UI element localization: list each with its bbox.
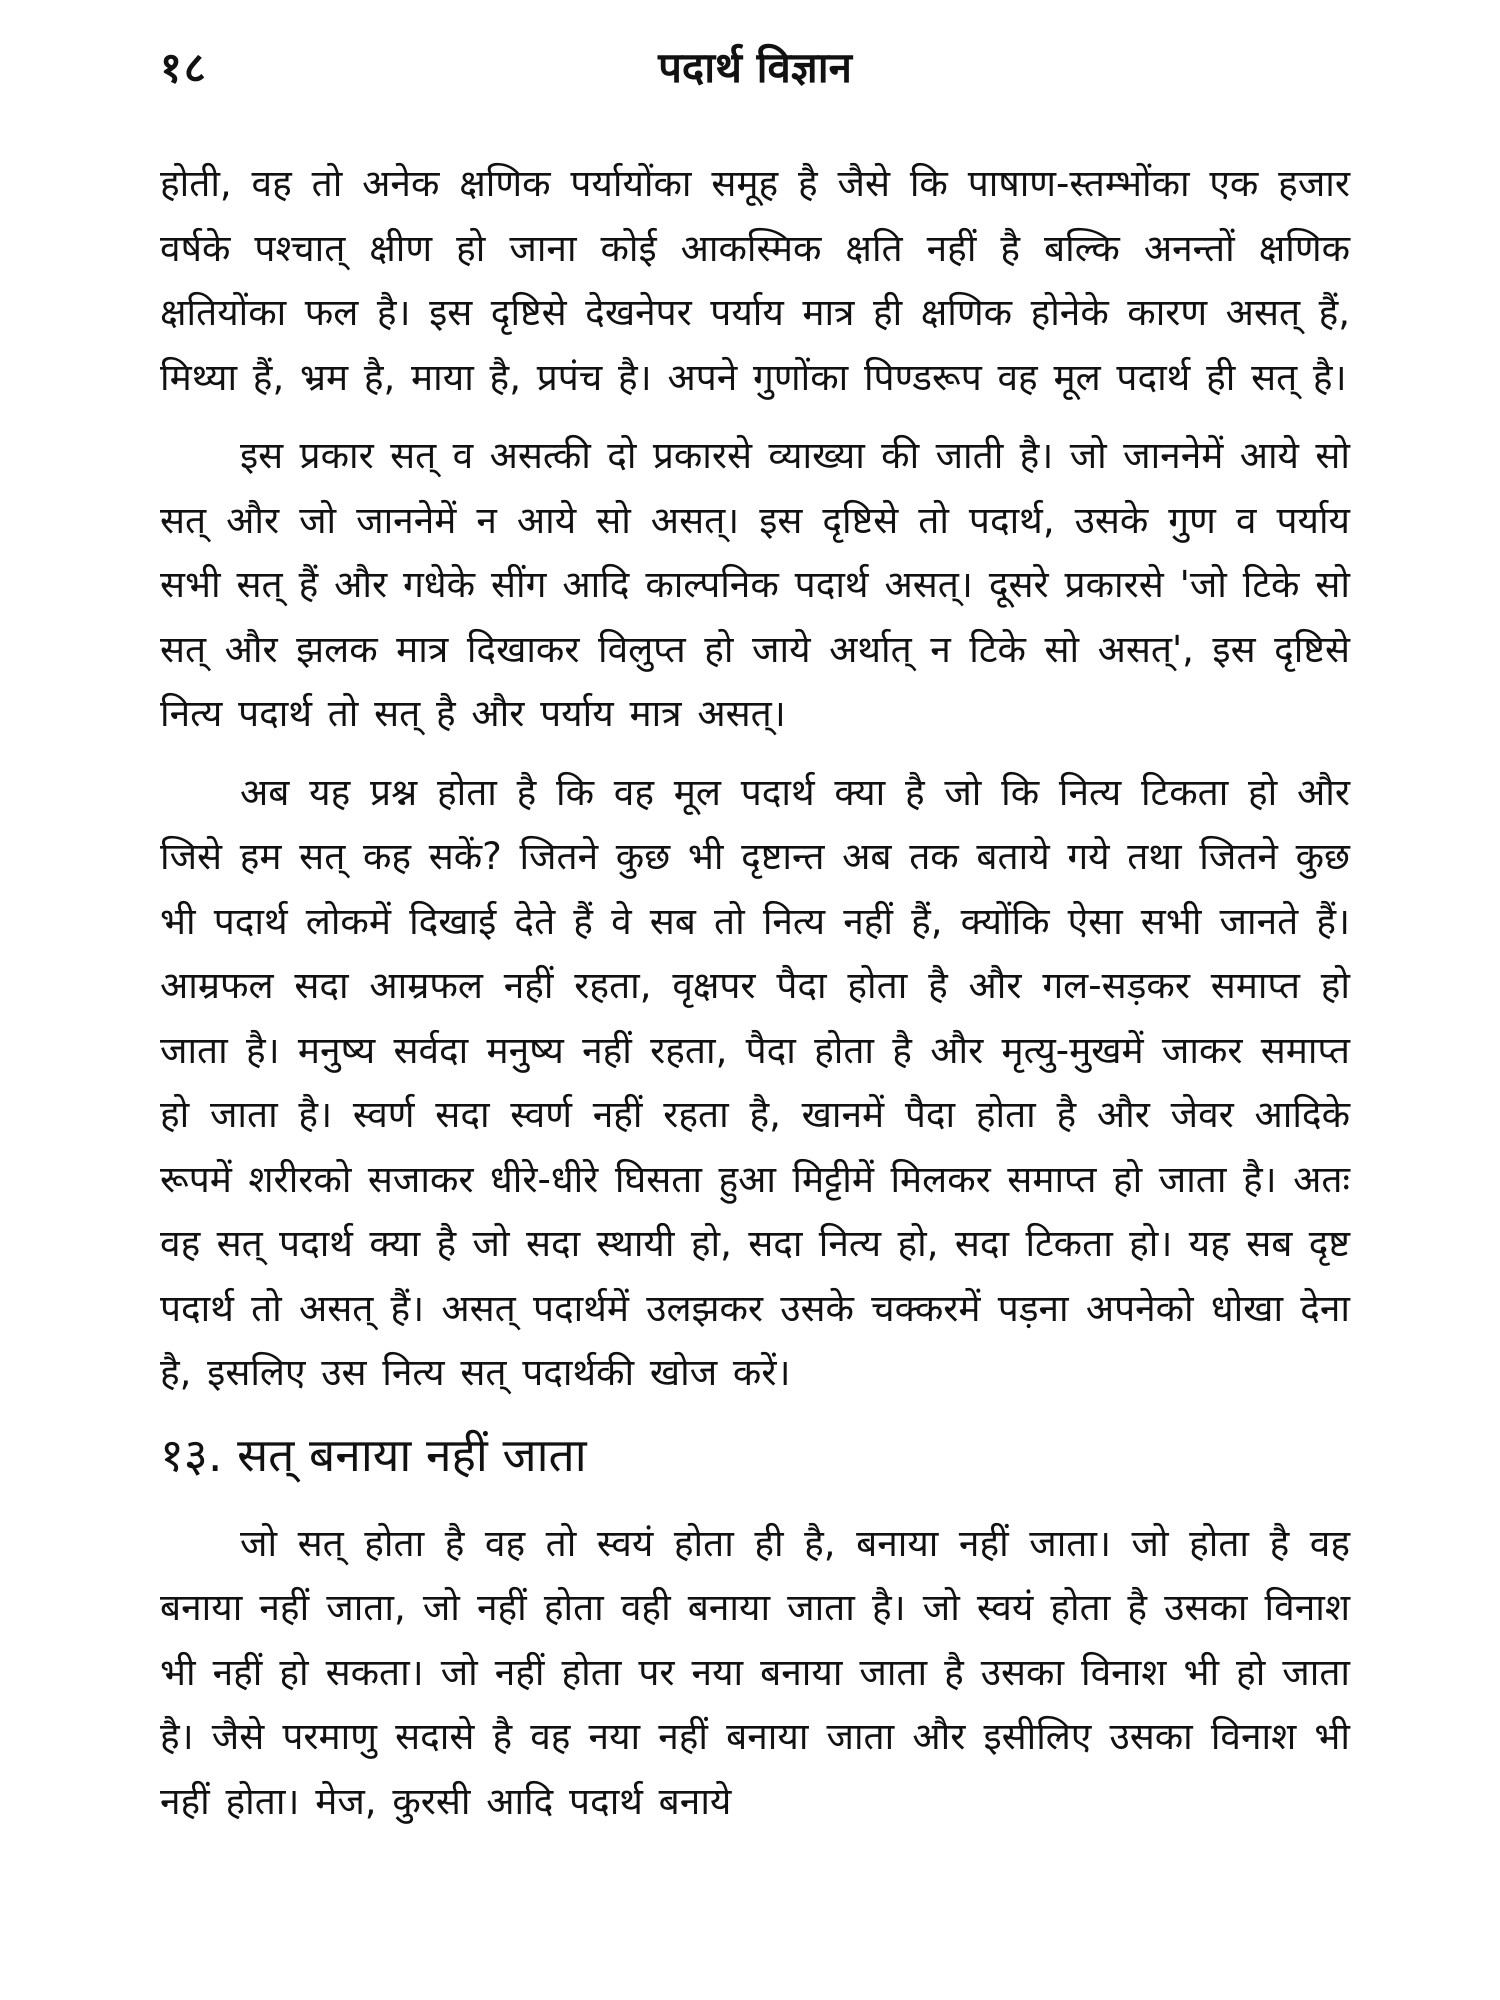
running-title: पदार्थ विज्ञान	[658, 43, 852, 92]
section-heading: १३. सत् बनाया नहीं जाता	[160, 1427, 587, 1482]
page-number: १८	[160, 43, 208, 92]
section-paragraph: जो सत् होता है वह तो स्वयं होता ही है, बनाया नहीं जाता। जो होता है वह बनाया नहीं जाता, जो नहीं होता वही बनाया जाता है। जो स्वयं होता है उसका विनाश भी नहीं हो सकता। जो नहीं होता पर नया बनाया जाता है उसका विनाश भी हो जाता है। जैसे परमाणु सदासे है वह नया नहीं बनाया जाता और इसीलिए उसका विनाश भी नहीं होता। मेज, कुरसी आदि पदार्थ बनाये	[160, 1521, 1350, 1823]
paragraph-1: होती, वह तो अनेक क्षणिक पर्यायोंका समूह है जैसे कि पाषाण-स्तम्भोंका एक हजार वर्षके पश्चात् क्षीण हो जाना कोई आकस्मिक क्षति नहीं है बल्कि अनन्तों क्षणिक क्षतियोंका फल है। इस दृष्टिसे देखनेपर पर्याय मात्र ही क्षणिक होनेके कारण असत् हैं, मिथ्या हैं, भ्रम है, माया है, प्रपंच है। अपने गुणोंका पिण्डरूप वह मूल पदार्थ ही सत् है।	[160, 162, 1350, 399]
paragraph-3: अब यह प्रश्न होता है कि वह मूल पदार्थ क्या है जो कि नित्य टिकता हो और जिसे हम सत् कह सकें? जितने कुछ भी दृष्टान्त अब तक बताये गये तथा जितने कुछ भी पदार्थ लोकमें दिखाई देते हैं वे सब तो नित्य नहीं हैं, क्योंकि ऐसा सभी जानते हैं। आम्रफल सदा आम्रफल नहीं रहता, वृक्षपर पैदा होता है और गल-सड़कर समाप्त हो जाता है। मनुष्य सर्वदा मनुष्य नहीं रहता, पैदा होता है और मृत्यु-मुखमें जाकर समाप्त हो जाता है। स्वर्ण सदा स्वर्ण नहीं रहता है, खानमें पैदा होता है और जेवर आदिके रूपमें शरीरको सजाकर धीरे-धीरे घिसता हुआ मिट्टीमें मिलकर समाप्त हो जाता है। अतः वह सत् पदार्थ क्या है जो सदा स्थायी हो, सदा नित्य हो, सदा टिकता हो। यह सब दृष्ट पदार्थ तो असत् हैं। असत् पदार्थमें उलझकर उसके चक्करमें पड़ना अपनेको धोखा देना है, इसलिए उस नित्य सत् पदार्थकी खोज करें।	[160, 770, 1350, 1394]
page-header	[160, 38, 1350, 118]
body-text	[160, 152, 1350, 1834]
paragraph-2: इस प्रकार सत् व असत्की दो प्रकारसे व्याख्या की जाती है। जो जाननेमें आये सो सत् और जो जाननेमें न आये सो असत्। इस दृष्टिसे तो पदार्थ, उसके गुण व पर्याय सभी सत् हैं और गधेके सींग आदि काल्पनिक पदार्थ असत्। दूसरे प्रकारसे 'जो टिके सो सत् और झलक मात्र दिखाकर विलुप्त हो जाये अर्थात् न टिके सो असत्', इस दृष्टिसे नित्य पदार्थ तो सत् है और पर्याय मात्र असत्।	[160, 434, 1350, 735]
